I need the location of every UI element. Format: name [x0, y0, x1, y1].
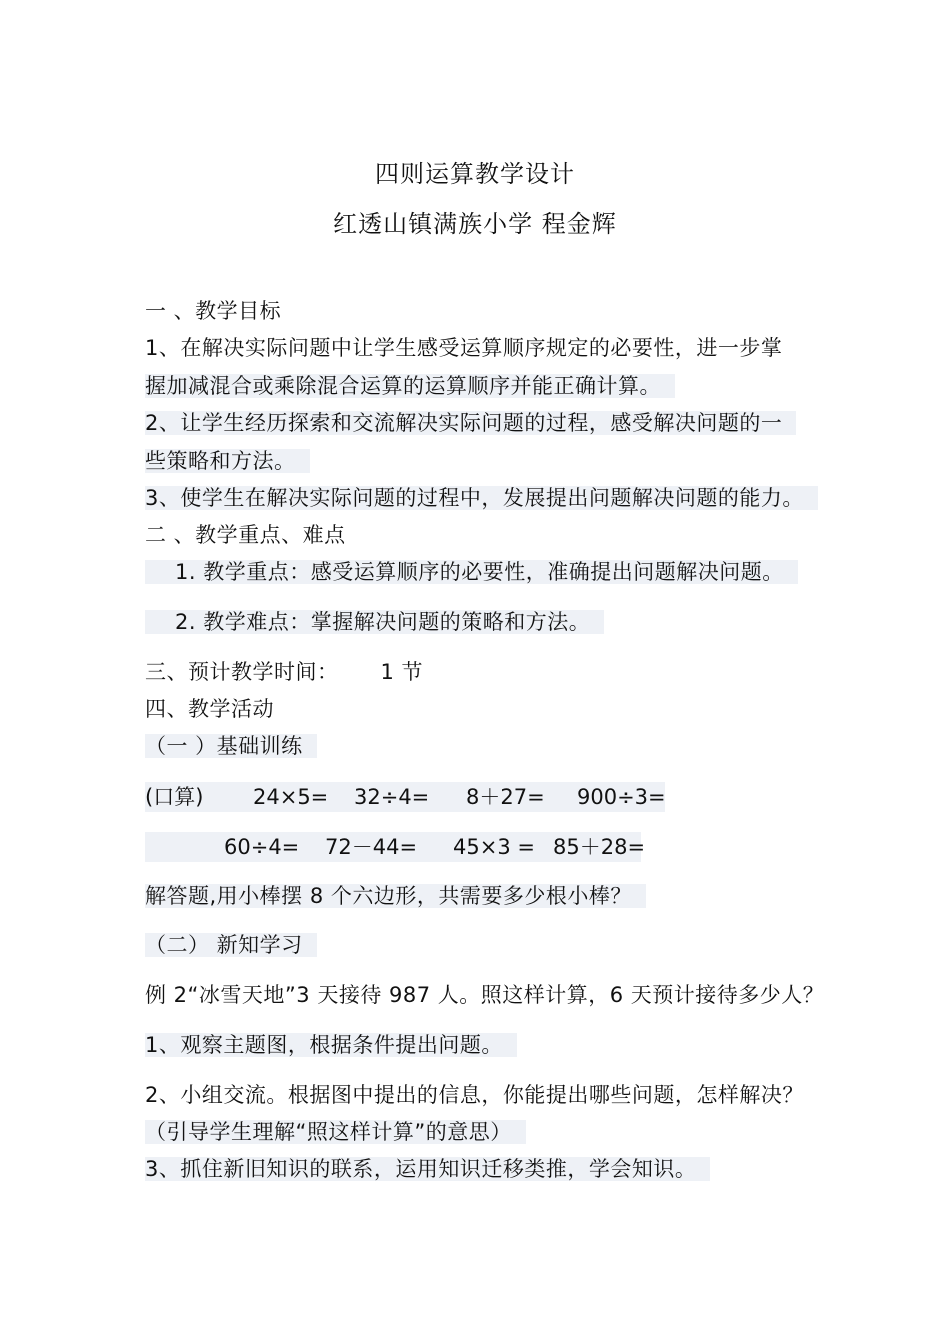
- calc-item: 32÷4=: [354, 785, 430, 809]
- step-2: 2、小组交流。根据图中提出的信息，你能提出哪些问题，怎样解决？: [145, 1083, 804, 1107]
- objective-3: 3、使学生在解决实际问题的过程中，发展提出问题解决问题的能力。: [145, 486, 818, 510]
- calc-item: 85＋28=: [553, 835, 646, 859]
- objective-1-line-2: 握加减混合或乘除混合运算的运算顺序并能正确计算。: [145, 374, 675, 398]
- oral-label: (口算): [145, 785, 204, 809]
- section-time: [145, 658, 423, 686]
- word-problem: 解答题,用小棒摆 8 个六边形，共需要多少根小棒？: [145, 884, 646, 908]
- objective-2-line-2: 些策略和方法。: [145, 449, 310, 473]
- calc-item: 8＋27=: [466, 785, 545, 809]
- key-point: 1. 教学重点：感受运算顺序的必要性，准确提出问题解决问题。: [145, 560, 798, 584]
- calc-item: 45×3 =: [453, 835, 535, 859]
- step-2-note: （引导学生理解“照这样计算”的意思）: [145, 1120, 526, 1144]
- time-value: 1 节: [380, 660, 424, 684]
- doc-author: 红透山镇满族小学 程金辉: [333, 210, 617, 238]
- section-key-points-heading: 二 、教学重点、难点: [145, 523, 346, 547]
- difficult-point: 2. 教学难点：掌握解决问题的策略和方法。: [145, 610, 604, 634]
- section-objectives-heading: 一 、教学目标: [145, 299, 282, 323]
- calc-item: 24×5=: [253, 785, 329, 809]
- objective-1-line-1: 1、在解决实际问题中让学生感受运算顺序规定的必要性，进一步掌: [145, 336, 783, 360]
- example-2: 例 2“冰雪天地”3 天接待 987 人。照这样计算，6 天预计接待多少人？: [145, 983, 825, 1007]
- time-label: 三、预计教学时间：: [145, 660, 339, 684]
- calc-item: 72－44=: [325, 835, 418, 859]
- section-activities-heading: 四、教学活动: [145, 697, 274, 721]
- calc-item: 900÷3=: [577, 785, 666, 809]
- step-3: 3、抓住新旧知识的联系，运用知识迁移类推，学会知识。: [145, 1157, 710, 1181]
- objective-2-line-1: 2、让学生经历探索和交流解决实际问题的过程，感受解决问题的一: [145, 411, 796, 435]
- part-basic-training: （一 ）基础训练: [145, 734, 317, 758]
- part-new-knowledge: （二） 新知学习: [145, 933, 317, 957]
- calc-item: 60÷4=: [224, 835, 300, 859]
- step-1: 1、观察主题图，根据条件提出问题。: [145, 1033, 517, 1057]
- doc-title: 四则运算教学设计: [375, 160, 575, 188]
